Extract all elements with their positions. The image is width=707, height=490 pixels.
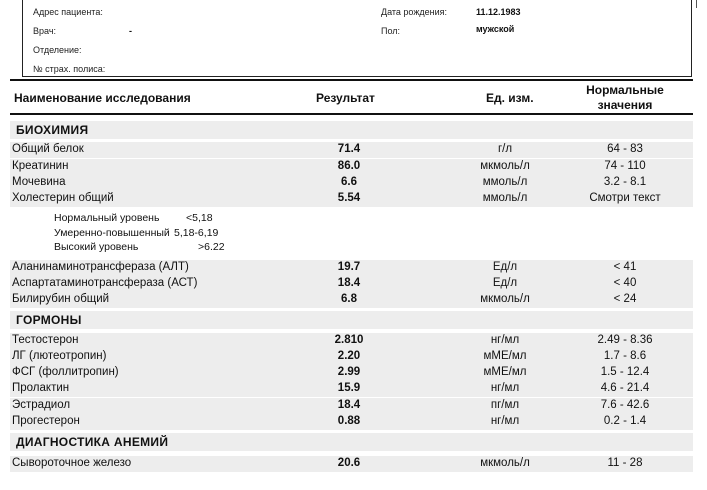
table-row (10, 292, 693, 308)
table-row (10, 276, 693, 292)
test-unit: мкмоль/л (480, 160, 530, 172)
test-result: 6.6 (341, 176, 357, 188)
test-unit: Ед/л (492, 261, 518, 273)
test-unit: г/л (497, 143, 513, 155)
table-header (10, 79, 693, 115)
section-title: БИОХИМИЯ (16, 123, 89, 137)
test-name: Билирубин общий (12, 293, 110, 305)
test-name: Сывороточное железо (12, 457, 132, 469)
test-norm: 7.6 - 42.6 (600, 399, 650, 411)
test-unit: нг/мл (490, 334, 520, 346)
table-row (10, 398, 693, 414)
test-result: 86.0 (337, 160, 361, 172)
note-value: 5,18-6,19 (174, 227, 219, 239)
section-hormones (10, 311, 693, 329)
test-result: 18.4 (337, 399, 361, 411)
note-value: <5,18 (186, 212, 213, 224)
note-label: Нормальный уровень (54, 212, 160, 224)
note-value: >6.22 (198, 241, 225, 253)
test-name: Общий белок (12, 143, 84, 155)
address-label: Адрес пациента: (33, 7, 103, 17)
test-norm: 4.6 - 21.4 (600, 382, 650, 394)
table-row (10, 142, 693, 158)
table-row (10, 456, 693, 472)
table-row (10, 333, 693, 349)
cholesterol-reference-notes (10, 208, 693, 260)
test-result: 2.20 (337, 350, 361, 362)
table-row (10, 175, 693, 191)
sex-label: Пол: (381, 26, 401, 36)
test-result: 18.4 (337, 277, 361, 289)
table-row (10, 159, 693, 175)
test-norm: 1.5 - 12.4 (600, 366, 650, 378)
department-label: Отделение: (33, 45, 82, 55)
column-name: Наименование исследования (14, 91, 191, 105)
patient-info-box (22, 0, 692, 77)
test-unit: ммоль/л (482, 176, 528, 188)
table-row (10, 365, 693, 381)
test-norm: 0.2 - 1.4 (603, 415, 647, 427)
test-name: Мочевина (12, 176, 66, 188)
test-norm: 3.2 - 8.1 (603, 176, 647, 188)
page-edge-mark (696, 0, 697, 8)
test-norm: 64 - 83 (607, 143, 643, 155)
test-norm: < 40 (613, 277, 637, 289)
test-name: Аланинаминотрансфераза (АЛТ) (12, 261, 189, 273)
test-result: 15.9 (337, 382, 361, 394)
section-anemia-diagnostics (10, 433, 693, 451)
test-result: 19.7 (337, 261, 361, 273)
sex-value: мужской (476, 24, 515, 34)
section-biochemistry (10, 121, 693, 139)
table-row (10, 260, 693, 276)
table-row (10, 414, 693, 430)
test-unit: мкмоль/л (480, 457, 530, 469)
test-norm: 2.49 - 8.36 (597, 334, 653, 346)
test-name: Тестостерон (12, 334, 79, 346)
test-name: Креатинин (12, 160, 69, 172)
note-label: Высокий уровень (54, 241, 139, 253)
doctor-label: Врач: (33, 26, 57, 36)
test-norm: Смотри текст (589, 192, 661, 204)
test-unit: нг/мл (490, 382, 520, 394)
test-name: Прогестерон (12, 415, 80, 427)
test-norm: 1.7 - 8.6 (603, 350, 647, 362)
test-result: 20.6 (337, 457, 361, 469)
test-result: 0.88 (337, 415, 361, 427)
test-unit: ммоль/л (482, 192, 528, 204)
test-norm: 11 - 28 (607, 457, 643, 469)
section-title: ДИАГНОСТИКА АНЕМИЙ (16, 435, 169, 449)
test-result: 5.54 (337, 192, 361, 204)
birth-date-value: 11.12.1983 (476, 7, 521, 17)
table-row (10, 381, 693, 397)
test-result: 2.99 (337, 366, 361, 378)
test-name: Холестерин общий (12, 192, 114, 204)
test-result: 71.4 (337, 143, 361, 155)
test-norm: 74 - 110 (604, 160, 646, 172)
policy-label: № страх. полиса: (33, 64, 106, 74)
column-norm (565, 83, 685, 113)
test-unit: нг/мл (490, 415, 520, 427)
test-unit: мМЕ/мл (483, 350, 527, 362)
test-name: Эстрадиол (12, 399, 71, 411)
test-name: ЛГ (лютеотропин) (12, 350, 107, 362)
test-name: ФСГ (фоллитропин) (12, 366, 119, 378)
table-row (10, 191, 693, 207)
column-norm-line2: значения (597, 98, 653, 112)
test-result: 6.8 (341, 293, 357, 305)
test-unit: мкмоль/л (480, 293, 530, 305)
table-row (10, 349, 693, 365)
test-unit: мМЕ/мл (483, 366, 527, 378)
test-name: Аспартатаминотрансфераза (АСТ) (12, 277, 198, 289)
test-name: Пролактин (12, 382, 70, 394)
column-unit: Ед. изм. (486, 91, 534, 105)
test-norm: < 41 (613, 261, 637, 273)
section-title: ГОРМОНЫ (16, 313, 82, 327)
column-norm-line1: Нормальные (586, 83, 664, 97)
doctor-value: - (129, 26, 132, 36)
column-result: Результат (316, 91, 375, 105)
test-norm: < 24 (613, 293, 637, 305)
test-unit: Ед/л (492, 277, 518, 289)
test-result: 2.810 (334, 334, 364, 346)
birth-date-label: Дата рождения: (381, 7, 447, 17)
note-label: Умеренно-повышенный (54, 227, 170, 239)
test-unit: пг/мл (490, 399, 520, 411)
